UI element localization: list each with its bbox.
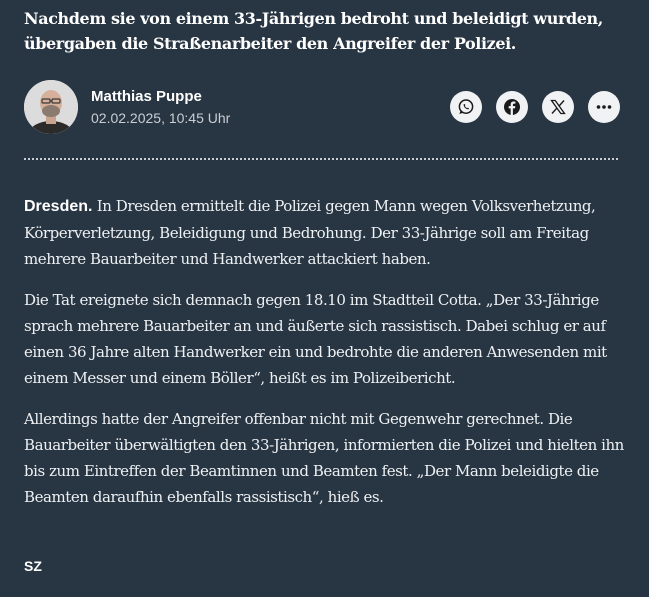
share-more-button[interactable] <box>588 91 620 123</box>
facebook-icon <box>503 98 521 116</box>
dateline: Dresden. <box>24 198 93 215</box>
article-lead: Nachdem sie von einem 33-Jährigen bedroht und beleidigt wurden, übergaben die Straßenarbeiter den Angreifer der Polizei. <box>24 9 603 53</box>
share-x-button[interactable] <box>542 91 574 123</box>
share-buttons <box>450 91 620 123</box>
article-body <box>24 193 624 525</box>
share-whatsapp-button[interactable] <box>450 91 482 123</box>
whatsapp-icon <box>457 98 475 116</box>
author-name[interactable]: Matthias Puppe <box>91 88 202 105</box>
paragraph: Allerdings hatte der Angreifer offenbar nicht mit Gegenwehr gerechnet. Die Bauarbeiter überwältigten den 33-Jährigen, informierten die Polizei und hielten ihn bis zum Eintreffen der Beamtinnen und Beamten fest. „Der Mann beleidigte die Beamten daraufhin ebenfalls rassistisch“, hieß es. <box>24 410 624 506</box>
publish-date: 02.02.2025, 10:45 Uhr <box>91 110 231 126</box>
author-row <box>24 80 620 134</box>
more-icon <box>595 104 613 110</box>
paragraph <box>24 193 624 272</box>
source-label: SZ <box>24 558 42 574</box>
paragraph: Die Tat ereignete sich demnach gegen 18.10 im Stadtteil Cotta. „Der 33-Jährige sprach mehrere Bauarbeiter an und äußerte sich rassistisch. Dabei schlug er auf einen 36 Jahre alten Handwerker ein und bedrohte die anderen Anwesenden mit einem Messer und einem Böller“, heißt es im Polizeibericht. <box>24 291 607 387</box>
paragraph-text: In Dresden ermittelt die Polizei gegen Mann wegen Volksverhetzung, Körperverletzung, Beleidigung und Bedrohung. Der 33-Jährige soll am Freitag mehrere Bauarbeiter und Handwerker attackiert haben. <box>24 197 596 268</box>
avatar-portrait-icon <box>24 80 78 134</box>
share-facebook-button[interactable] <box>496 91 528 123</box>
section-divider <box>24 158 618 160</box>
author-avatar[interactable] <box>24 80 78 134</box>
x-icon <box>550 99 566 115</box>
